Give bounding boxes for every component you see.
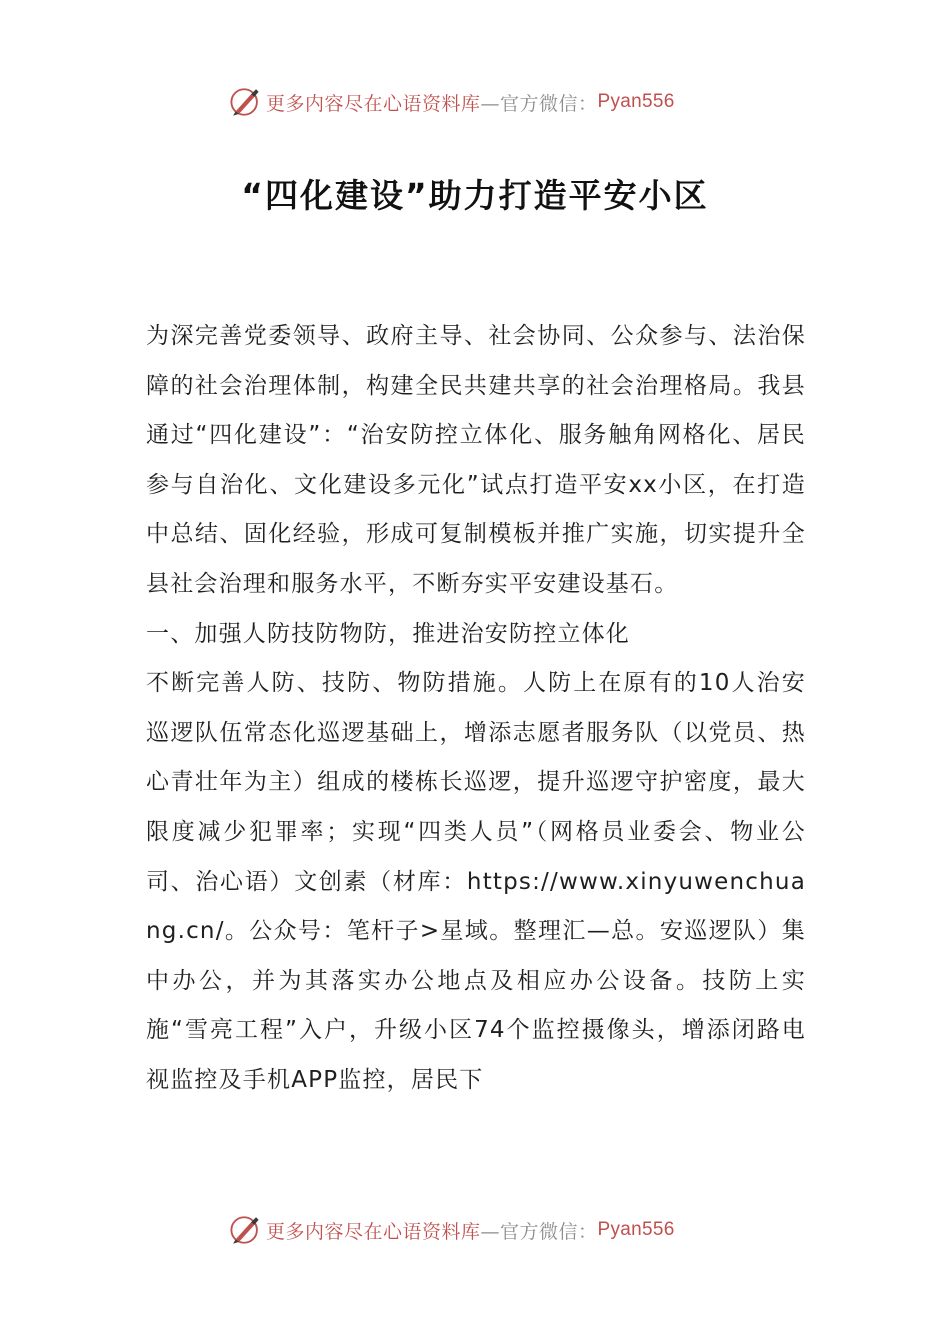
- pen-nib-logo-icon: [228, 85, 262, 119]
- footer-watermark-banner: [228, 1210, 675, 1250]
- banner-separator-text: —官方微信：: [480, 1220, 598, 1243]
- banner-brand-text: 更多内容尽在心语资料库: [266, 1220, 481, 1243]
- banner-wechat-id: Pyan556: [597, 1219, 675, 1240]
- banner-wechat-id: Pyan556: [597, 91, 675, 112]
- intro-paragraph: 为深完善党委领导、政府主导、社会协同、公众参与、法治保障的社会治理体制，构建全民共建共享的社会治理格局。我县通过“四化建设”：“治安防控立体化、服务触角网格化、居民参与自治化、文化建设多元化”试点打造平安xx小区，在打造中总结、固化经验，形成可复制模板并推广实施，切实提升全县社会治理和服务水平，不断夯实平安建设基石。: [146, 323, 806, 597]
- pen-nib-logo-icon: [228, 1213, 262, 1247]
- section-heading: 一、加强人防技防物防，推进治安防控立体化: [146, 620, 630, 647]
- banner-brand-text: 更多内容尽在心语资料库: [266, 92, 481, 115]
- banner-separator-text: —官方微信：: [480, 92, 598, 115]
- document-body: [146, 312, 806, 1106]
- document-title: “四化建设”助力打造平安小区: [241, 176, 709, 215]
- header-watermark-banner: [228, 82, 675, 122]
- body-paragraph: 不断完善人防、技防、物防措施。人防上在原有的10人治安巡逻队伍常态化巡逻基础上，增添志愿者服务队（以党员、热心青壮年为主）组成的楼栋长巡逻，提升巡逻守护密度，最大限度减少犯罪率；实现“四类人员”（网格员业委会、物业公司、治心语）文创素（材库：https://www.xinyuwenchuang.cn/。公众号：笔杆子>星域。整理汇—总。安巡逻队）集中办公，并为其落实办公地点及相应办公设备。技防上实施“雪亮工程”入户，升级小区74个监控摄像头，增添闭路电视监控及手机APP监控，居民下: [146, 670, 806, 1093]
